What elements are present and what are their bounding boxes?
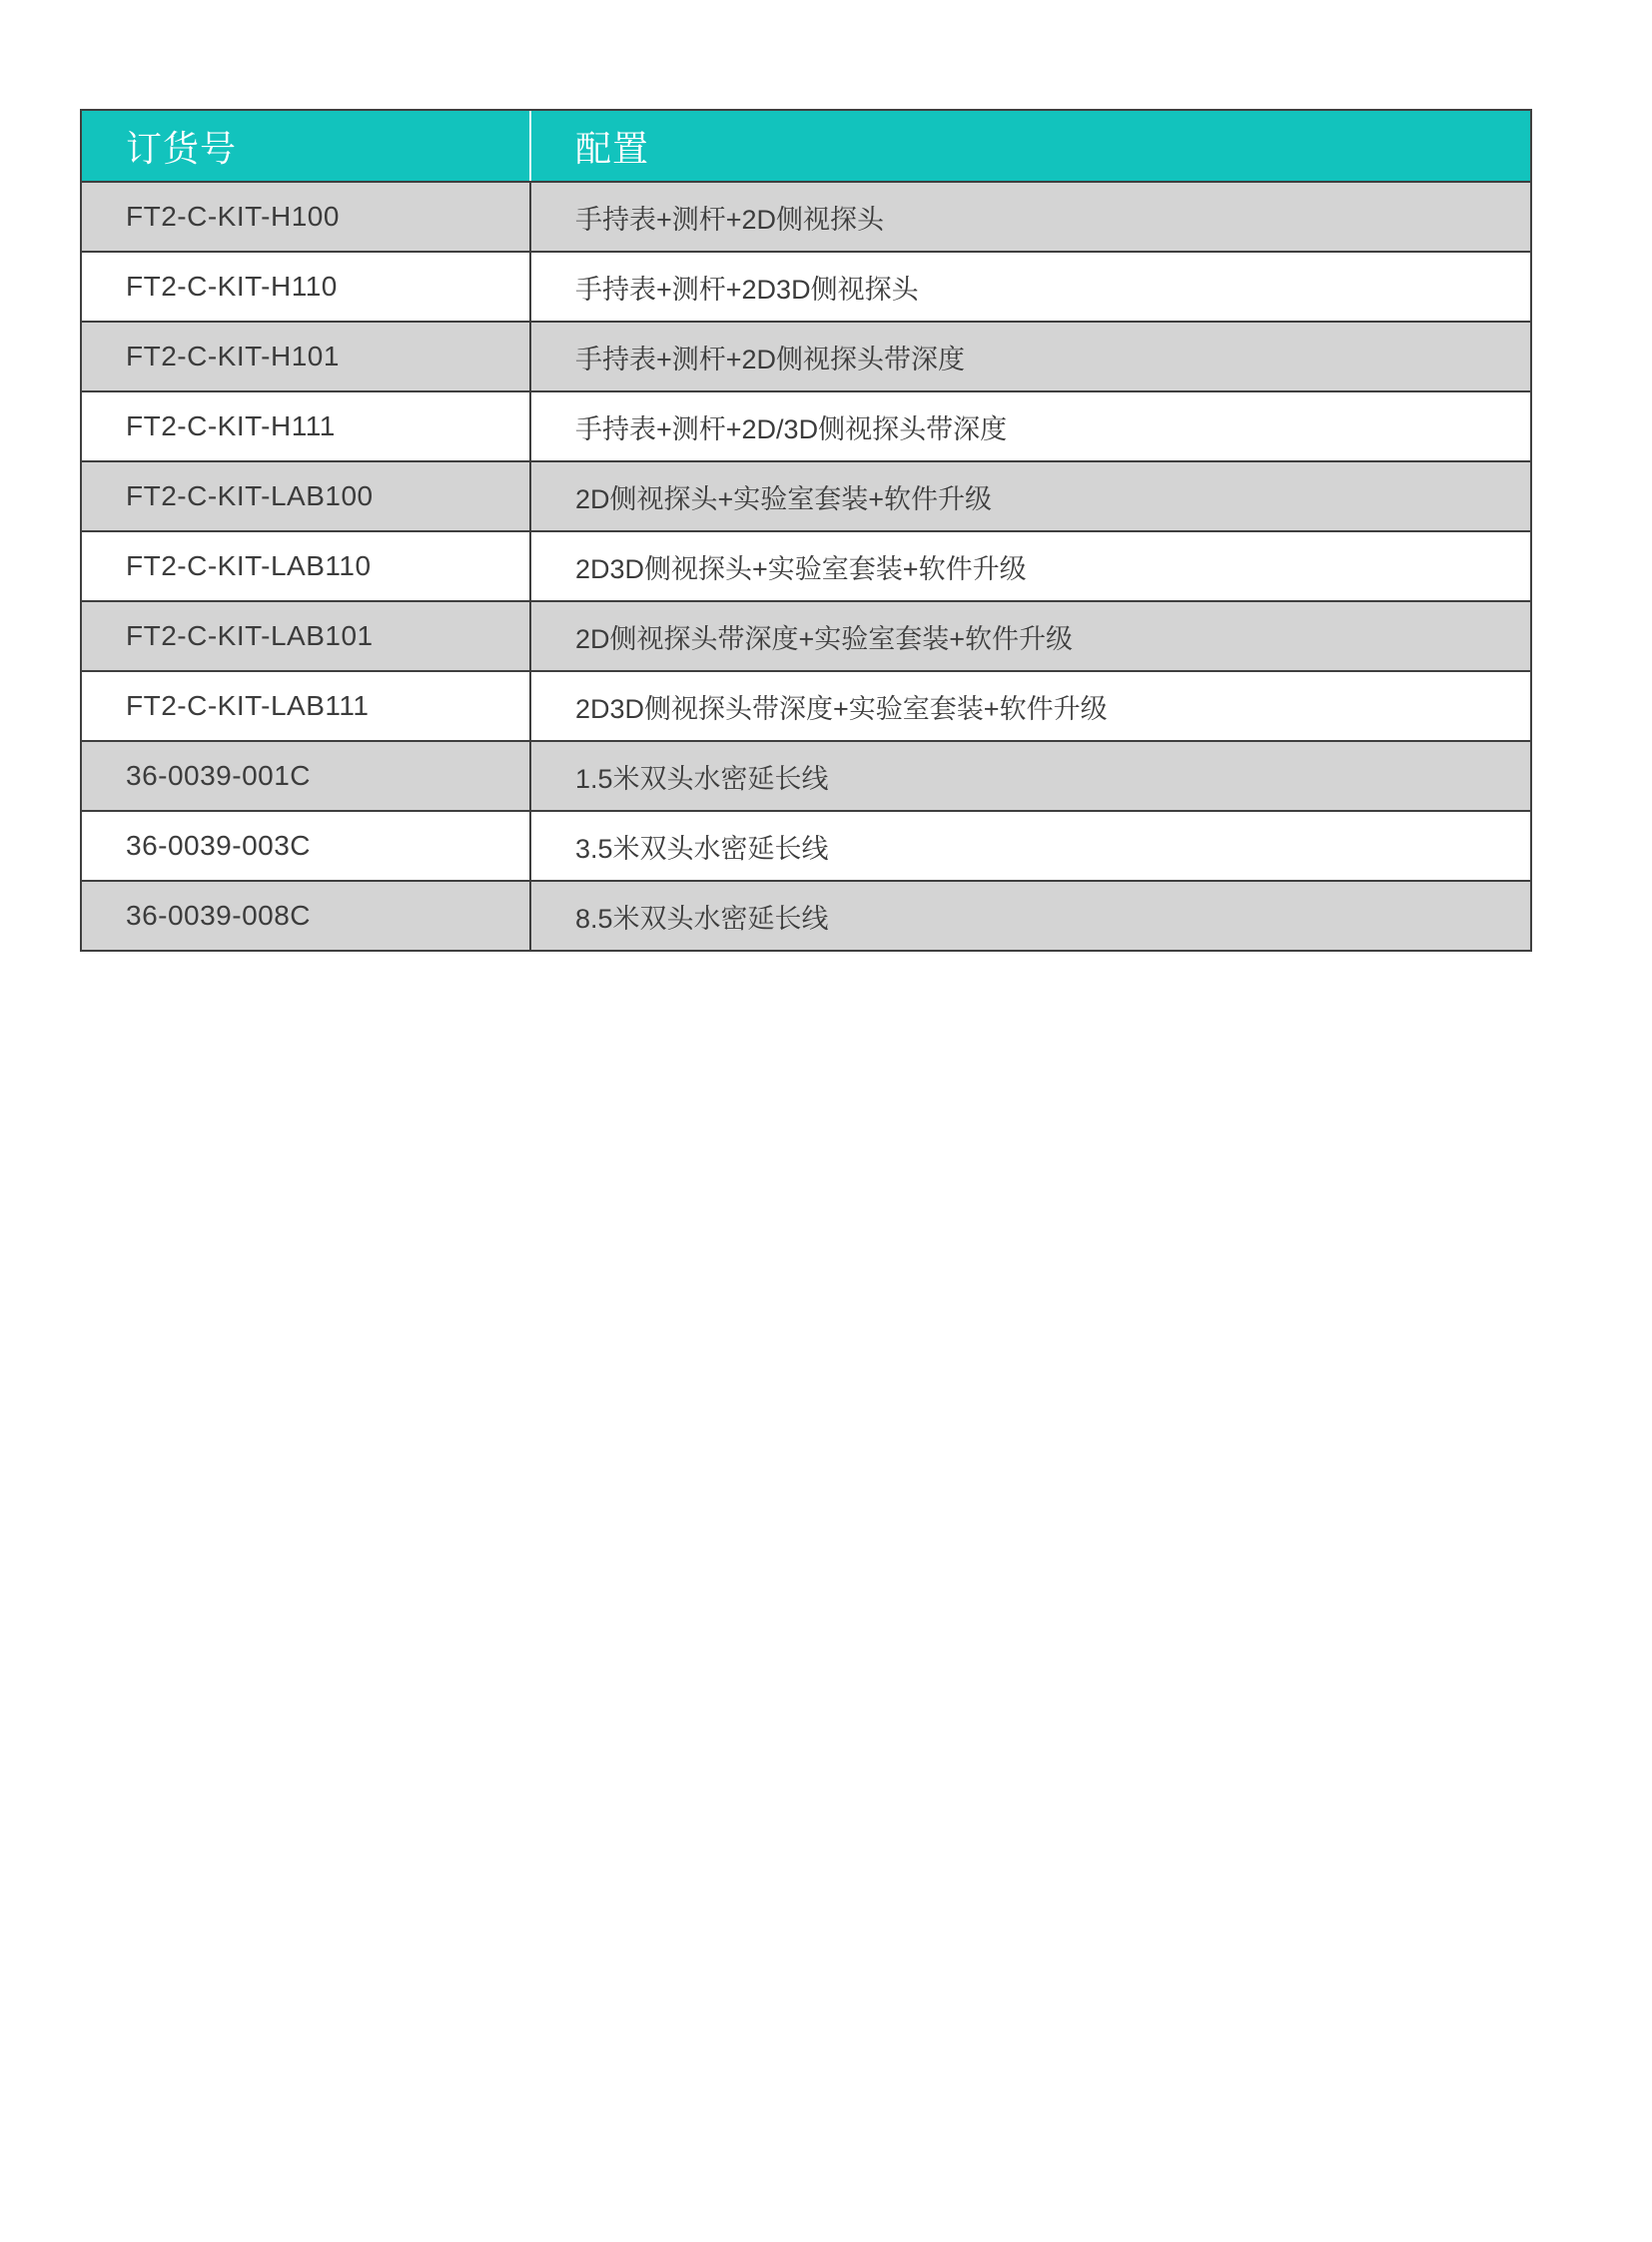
config-cell: 8.5米双头水密延长线	[575, 903, 829, 934]
table-row	[82, 740, 1530, 810]
table-row	[82, 390, 1530, 460]
order-no-cell: FT2-C-KIT-H110	[82, 253, 531, 321]
config-cell: 3.5米双头水密延长线	[575, 833, 829, 864]
table-row	[82, 321, 1530, 390]
column-header-order-no: 订货号	[82, 111, 531, 181]
table-row	[82, 670, 1530, 740]
order-no-cell: FT2-C-KIT-LAB111	[82, 672, 531, 740]
table-row	[82, 251, 1530, 321]
order-no-cell: 36-0039-008C	[82, 882, 531, 950]
table-row	[82, 810, 1530, 880]
config-cell: 1.5米双头水密延长线	[575, 763, 829, 794]
order-no-cell: FT2-C-KIT-LAB110	[82, 532, 531, 600]
table-row	[82, 181, 1530, 251]
order-no-cell: FT2-C-KIT-LAB101	[82, 602, 531, 670]
config-cell: 2D侧视探头+实验室套装+软件升级	[575, 483, 993, 514]
order-no-cell: FT2-C-KIT-H101	[82, 323, 531, 390]
table-row	[82, 600, 1530, 670]
table-header-row	[82, 111, 1530, 181]
table-body	[82, 181, 1530, 950]
config-cell: 手持表+测杆+2D/3D侧视探头带深度	[575, 413, 1008, 444]
config-cell: 手持表+测杆+2D侧视探头	[575, 204, 885, 235]
table-row	[82, 880, 1530, 950]
config-cell: 2D3D侧视探头+实验室套装+软件升级	[575, 553, 1027, 584]
order-no-cell: 36-0039-003C	[82, 812, 531, 880]
config-cell: 手持表+测杆+2D3D侧视探头	[575, 274, 919, 305]
order-no-cell: FT2-C-KIT-H100	[82, 183, 531, 251]
table-row	[82, 460, 1530, 530]
config-cell: 2D3D侧视探头带深度+实验室套装+软件升级	[575, 693, 1108, 724]
order-no-cell: FT2-C-KIT-LAB100	[82, 462, 531, 530]
order-configuration-table	[80, 109, 1532, 952]
config-cell: 2D侧视探头带深度+实验室套装+软件升级	[575, 623, 1074, 654]
order-no-cell: 36-0039-001C	[82, 742, 531, 810]
config-cell: 手持表+测杆+2D侧视探头带深度	[575, 344, 966, 374]
order-no-cell: FT2-C-KIT-H111	[82, 392, 531, 460]
table-row	[82, 530, 1530, 600]
column-header-config: 配置	[575, 127, 650, 169]
